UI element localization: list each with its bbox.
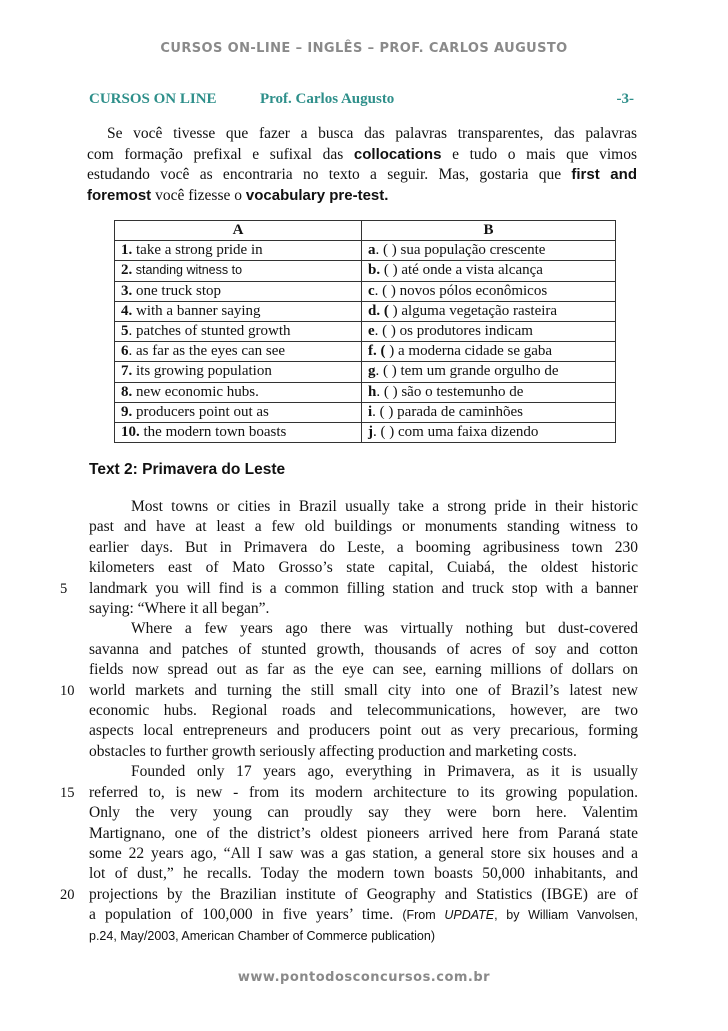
column-a-header: A	[115, 221, 362, 241]
item-text: the modern town boasts	[139, 423, 287, 440]
intro-line-4	[87, 186, 637, 207]
intro-line-1: Se você tivesse que fazer a busca das palavras transparentes, das palavras	[107, 125, 637, 142]
intro-text: e tudo o mais que vimos	[441, 145, 637, 163]
course-name: CURSOS ON LINE	[89, 91, 217, 107]
item-number: 5	[121, 323, 129, 340]
keyword-collocations: collocations	[353, 145, 442, 163]
item-number: 1.	[121, 242, 133, 259]
item-a	[115, 402, 362, 422]
item-text: new economic hubs.	[132, 383, 259, 400]
passage-line	[89, 905, 638, 925]
item-b	[362, 362, 616, 382]
passage-line: kilometers east of Mato Grosso’s state capital, Cuiabá, the oldest historic	[89, 559, 638, 577]
passage-line: earlier days. But in Primavera do Leste, a booming agribusiness town 230	[89, 538, 638, 556]
passage-line	[60, 579, 638, 599]
passage-line: savanna and patches of stunted growth, thousands of acres of soy and cotton	[89, 640, 638, 658]
reading-passage	[60, 497, 638, 946]
table-row	[115, 281, 616, 301]
item-b	[362, 422, 616, 442]
passage-line: economic hubs. Regional roads and telecommunications, however, are two	[89, 702, 638, 720]
item-text: producers point out as	[132, 403, 269, 420]
table-row	[115, 261, 616, 281]
passage-line: lot of dust,” he recalls. Today the modern town boasts 50,000 inhabitants, and	[89, 865, 638, 883]
passage-text: referred to, is new - from its modern architecture to its growing population.	[89, 783, 638, 801]
passage-text: a population of 100,000 in five years’ time.	[89, 906, 403, 924]
item-number: 6	[121, 343, 129, 360]
line-number: 10	[60, 682, 75, 699]
passage-line: Founded only 17 years ago, everything in Primavera, as it is usually	[131, 763, 638, 781]
item-text: . ( ) tem um grande orgulho de	[375, 363, 559, 380]
item-a	[115, 281, 362, 301]
item-b	[362, 342, 616, 362]
item-letter: g	[368, 363, 376, 380]
column-b-header: B	[362, 221, 616, 241]
item-text: its growing population	[132, 363, 272, 380]
line-number: 20	[60, 886, 75, 903]
passage-line: Most towns or cities in Brazil usually take a strong pride in their historic	[131, 498, 638, 515]
table-row	[115, 301, 616, 321]
item-a	[115, 301, 362, 321]
page-number: -3-	[616, 91, 634, 107]
item-a	[115, 382, 362, 402]
item-text: . ( ) os produtores indicam	[374, 323, 533, 340]
item-number: 3.	[121, 282, 133, 299]
item-b	[362, 301, 616, 321]
item-b	[362, 321, 616, 341]
item-text: . ( ) com uma faixa dizendo	[373, 423, 539, 440]
line-number: 5	[60, 580, 68, 597]
intro-line-2	[87, 145, 637, 166]
intro-text: com formação prefixal e sufixal das	[87, 145, 354, 163]
item-b	[362, 402, 616, 422]
footer-url: www.pontodosconcursos.com.br	[237, 970, 491, 985]
intro-line-3	[87, 165, 637, 186]
citation-text: , by William Vanvolsen,	[494, 908, 638, 923]
passage-line	[60, 783, 638, 803]
keyword-foremost: foremost	[87, 186, 152, 204]
table-row	[115, 382, 616, 402]
item-text: standing witness to	[132, 263, 243, 278]
item-text: . patches of stunted growth	[128, 323, 291, 340]
table-row	[115, 241, 616, 261]
item-text: . ( ) parada de caminhões	[372, 403, 523, 420]
item-b	[362, 241, 616, 261]
page-header: CURSOS ON-LINE – INGLÊS – PROF. CARLOS AUGUSTO	[160, 41, 568, 56]
item-number: 7.	[121, 363, 133, 380]
item-text: . as far as the eyes can see	[128, 343, 286, 360]
source-citation	[402, 908, 638, 922]
item-number: 10.	[121, 423, 140, 440]
item-text: ( ) até onde a vista alcança	[380, 262, 543, 279]
item-letter: i	[368, 403, 373, 420]
item-a	[115, 321, 362, 341]
item-number: 2.	[121, 262, 133, 279]
item-number: 8.	[121, 383, 133, 400]
item-letter: d. (	[368, 302, 389, 319]
passage-line: some 22 years ago, “All I saw was a gas station, a general store six houses and a	[89, 844, 638, 862]
table-header-row	[115, 221, 616, 241]
passage-line: obstacles to further growth seriously affecting production and marketing costs.	[89, 742, 577, 760]
item-letter: c	[368, 282, 375, 299]
item-text: ) alguma vegetação rasteira	[388, 302, 558, 319]
citation-publication: UPDATE	[444, 908, 495, 923]
professor-name: Prof. Carlos Augusto	[260, 91, 395, 107]
keyword-vocabulary-pretest: vocabulary pre-test.	[245, 186, 389, 204]
table-row	[115, 342, 616, 362]
passage-text: projections by the Brazilian institute of Geography and Statistics (IBGE) are of	[89, 885, 638, 903]
intro-text: você fizesse o	[151, 186, 246, 204]
item-b	[362, 261, 616, 281]
item-text: ) a moderna cidade se gaba	[385, 343, 553, 360]
item-letter: a	[368, 242, 376, 259]
item-text: . ( ) sua população crescente	[375, 242, 546, 259]
passage-line: Martignano, one of the district’s oldest pioneers arrived here from Paraná state	[89, 824, 638, 842]
item-a	[115, 422, 362, 442]
text-2-title: Text 2: Primavera do Leste	[89, 461, 286, 478]
source-citation-line: p.24, May/2003, American Chamber of Commerce publication)	[89, 928, 435, 943]
line-number: 15	[60, 784, 75, 801]
passage-line: past and have at least a few old buildings or monuments standing witness to	[89, 518, 638, 536]
table-row	[115, 402, 616, 422]
item-letter: e	[368, 323, 375, 340]
item-b	[362, 382, 616, 402]
keyword-first-and: first and	[571, 166, 637, 183]
passage-text: world markets and turning the still small city into one of Brazil’s latest new	[89, 681, 638, 699]
item-text: . ( ) novos pólos econômicos	[374, 282, 548, 299]
item-text: . ( ) são o testemunho de	[376, 383, 524, 400]
item-a	[115, 342, 362, 362]
passage-text: landmark you will find is a common filling station and truck stop with a banner	[89, 579, 638, 597]
item-letter: b.	[368, 262, 381, 279]
item-letter: h	[368, 383, 377, 400]
item-a	[115, 362, 362, 382]
table-row	[115, 422, 616, 442]
item-letter: f. (	[368, 343, 386, 360]
passage-line	[60, 885, 638, 905]
item-a	[115, 241, 362, 261]
passage-line: fields now spread out as far as the eye can see, earning millions of dollars on	[89, 661, 638, 679]
passage-line: aspects local entrepreneurs and producers point out as very precarious, forming	[89, 722, 638, 740]
intro-text: estudando você as encontraria no texto a seguir. Mas, gostaria que	[87, 166, 572, 183]
table-row	[115, 362, 616, 382]
passage-line: Only the very young can proudly say they were born here. Valentim	[89, 804, 638, 822]
item-text: one truck stop	[132, 282, 221, 299]
item-text: with a banner saying	[132, 302, 261, 319]
item-a	[115, 261, 362, 281]
item-text: take a strong pride in	[132, 242, 263, 259]
passage-line	[60, 681, 638, 701]
citation-text: (From	[402, 908, 445, 923]
passage-line: saying: “Where it all began”.	[89, 600, 270, 618]
passage-line: Where a few years ago there was virtually nothing but dust-covered	[131, 620, 638, 638]
item-b	[362, 281, 616, 301]
item-number: 9.	[121, 403, 133, 420]
table-row	[115, 321, 616, 341]
item-letter: j	[368, 423, 373, 440]
intro-paragraph	[87, 124, 637, 206]
vocabulary-pretest-table	[114, 220, 616, 443]
item-number: 4.	[121, 302, 133, 319]
course-subheader	[89, 91, 634, 111]
